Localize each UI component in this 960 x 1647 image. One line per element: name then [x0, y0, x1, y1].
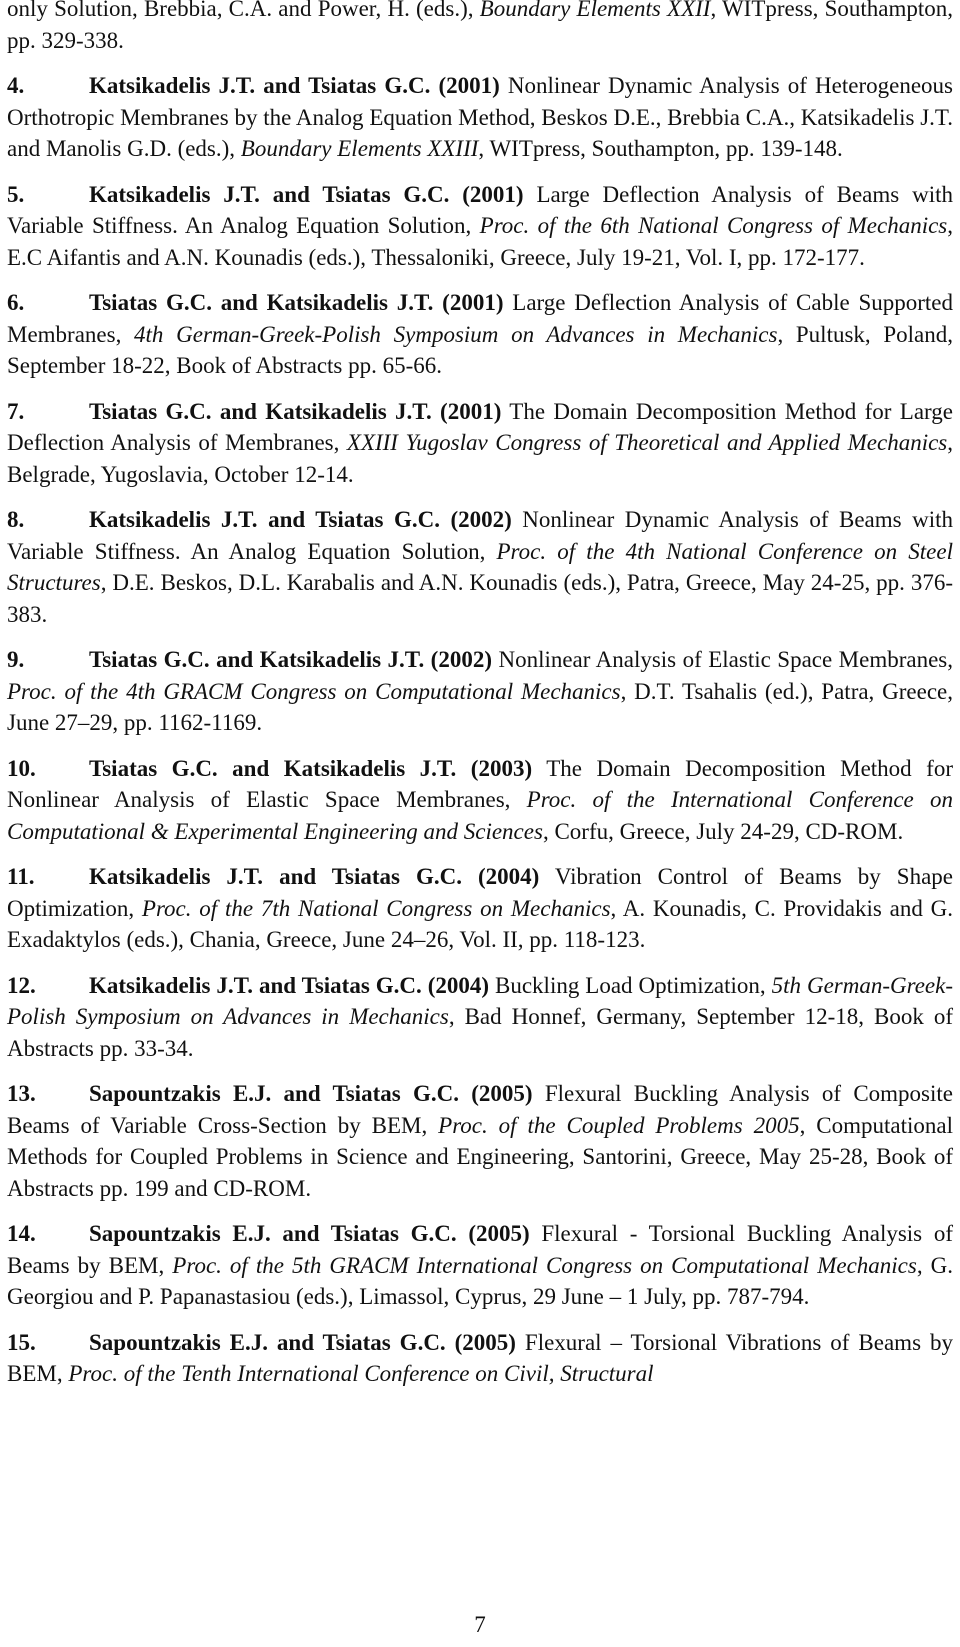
reference-text: Vibration Control of Beams by Shape Optimization, [7, 864, 953, 921]
reference-number: 11. [7, 864, 35, 889]
reference-number: 9. [7, 647, 25, 672]
reference-text: , WITpress, Southampton, pp. 329-338. [7, 0, 953, 53]
reference-venue: Proc. of the 4th GRACM Congress on Computational Mechanics [7, 678, 621, 704]
reference-authors: Sapountzakis E.J. and Tsiatas G.C. (2005) [89, 1329, 516, 1355]
reference-venue: 4th German-Greek-Polish Symposium on Advances in Mechanics [134, 321, 778, 347]
reference-text: , Corfu, Greece, July 24-29, CD-ROM. [542, 818, 904, 844]
reference-text: , WITpress, Southampton, pp. 139-148. [478, 136, 843, 161]
reference-venue: Proc. of the 4th National Conference on Steel Structures [7, 538, 953, 595]
reference-authors: Tsiatas G.C. and Katsikadelis J.T. (2002) [89, 647, 492, 672]
reference-entry [7, 70, 953, 165]
reference-venue: Proc. of the International Conference on Computational & Experimental Engineering and Sciences [7, 787, 954, 844]
reference-authors: Katsikadelis J.T. and Tsiatas G.C. (2002) [89, 507, 512, 532]
reference-text: , Computational Methods for Coupled Problems in Science and Engineering, Santorini, Greece, May 25-28, Book of Abstracts pp. 199 and CD-ROM. [7, 1112, 954, 1201]
page-number: 7 [474, 1612, 486, 1637]
reference-text: Nonlinear Dynamic Analysis of Beams with Variable Stiffness. An Analog Equation Solution, [7, 507, 954, 564]
reference-entry [7, 1218, 953, 1313]
reference-number: 5. [7, 181, 25, 207]
reference-text: Large Deflection Analysis of Cable Supported Membranes, [7, 290, 953, 347]
reference-text: , Pultusk, Poland, September 18-22, Book of Abstracts pp. 65-66. [7, 321, 953, 378]
reference-text: The Domain Decomposition Method for Nonlinear Analysis of Elastic Space Membranes, [7, 755, 953, 812]
reference-text: Buckling Load Optimization, [489, 972, 772, 998]
reference-number: 4. [7, 73, 25, 98]
reference-text: , G. Georgiou and P. Papanastasiou (eds.), Limassol, Cyprus, 29 June – 1 July, pp. 787-794. [7, 1252, 953, 1309]
reference-text: Large Deflection Analysis of Beams with Variable Stiffness. An Analog Equation Solution, [7, 181, 953, 238]
reference-entry [7, 1327, 953, 1390]
reference-authors: Katsikadelis J.T. and Tsiatas G.C. (2004) [89, 972, 490, 998]
reference-venue: 5th German-Greek-Polish Symposium on Advances in Mechanics [7, 972, 953, 1029]
reference-text: , Belgrade, Yugoslavia, October 12-14. [7, 430, 953, 487]
reference-venue: XXIII Yugoslav Congress of Theoretical and Applied Mechanics [346, 430, 948, 455]
reference-text: Flexural – Torsional Vibrations of Beams by BEM, [7, 1329, 953, 1386]
reference-venue: Boundary Elements XXIII [240, 136, 479, 161]
reference-entry [7, 861, 953, 956]
reference-text: , D.T. Tsahalis (ed.), Patra, Greece, June 27–29, pp. 1162-1169. [7, 678, 953, 735]
reference-authors: Katsikadelis J.T. and Tsiatas G.C. (2001) [89, 73, 500, 98]
reference-text: , Bad Honnef, Germany, September 12-18, Book of Abstracts pp. 33-34. [7, 1004, 954, 1061]
reference-entry [7, 287, 953, 382]
reference-venue: Proc. of the 6th National Congress of Mechanics [479, 213, 948, 238]
reference-authors: Sapountzakis E.J. and Tsiatas G.C. (2005) [89, 1081, 533, 1106]
reference-text: , E.C Aifantis and A.N. Kounadis (eds.), Thessaloniki, Greece, July 19-21, Vol. I, pp. 172-177. [7, 213, 953, 270]
reference-entry [7, 504, 953, 630]
reference-text: Flexural - Torsional Buckling Analysis of Beams by BEM, [7, 1221, 953, 1278]
reference-number: 8. [7, 507, 25, 532]
reference-entry [7, 753, 953, 848]
reference-number: 6. [7, 290, 25, 315]
reference-text: Nonlinear Dynamic Analysis of Heterogeneous Orthotropic Membranes by the Analog Equation Method, Beskos D.E., Brebbia C.A., Katsikadelis J.T. and Manolis G.D. (eds.), [7, 73, 954, 161]
reference-authors: Sapountzakis E.J. and Tsiatas G.C. (2005) [89, 1221, 530, 1246]
reference-number: 10. [7, 755, 36, 781]
reference-text: The Domain Decomposition Method for Large Deflection Analysis of Membranes, [7, 398, 953, 455]
reference-authors: Tsiatas G.C. and Katsikadelis J.T. (2003) [89, 755, 533, 781]
reference-authors: Tsiatas G.C. and Katsikadelis J.T. (2001) [89, 398, 502, 424]
reference-text: , A. Kounadis, C. Providakis and G. Exadaktylos (eds.), Chania, Greece, June 24–26, Vol. II, pp. 118-123. [7, 895, 953, 952]
reference-entry [7, 644, 953, 739]
reference-venue: Proc. of the 5th GRACM International Congress on Computational Mechanics [172, 1252, 917, 1278]
reference-entry [7, 0, 953, 56]
reference-text: , D.E. Beskos, D.L. Karabalis and A.N. Kounadis (eds.), Patra, Greece, May 24-25, pp. 376-383. [7, 570, 953, 627]
reference-entry [7, 179, 953, 274]
reference-list [7, 0, 953, 1404]
reference-text: only Solution, Brebbia, C.A. and Power, H. (eds.), [7, 0, 480, 21]
reference-venue: Boundary Elements XXII [479, 0, 711, 21]
reference-venue: Proc. of the Coupled Problems 2005 [438, 1112, 800, 1138]
reference-number: 7. [7, 398, 25, 424]
reference-authors: Tsiatas G.C. and Katsikadelis J.T. (2001) [89, 290, 504, 315]
reference-entry [7, 396, 953, 491]
reference-authors: Katsikadelis J.T. and Tsiatas G.C. (2001) [89, 181, 524, 207]
reference-entry [7, 970, 953, 1065]
reference-text: Flexural Buckling Analysis of Composite Beams of Variable Cross-Section by BEM, [7, 1081, 953, 1138]
reference-venue: Proc. of the Tenth International Conference on Civil, Structural [68, 1361, 654, 1386]
reference-number: 12. [7, 972, 36, 998]
reference-number: 14. [7, 1221, 36, 1246]
reference-entry [7, 1078, 953, 1204]
reference-venue: Proc. of the 7th National Congress on Mechanics [141, 895, 611, 921]
reference-number: 15. [7, 1329, 36, 1355]
reference-text: Nonlinear Analysis of Elastic Space Membranes, [491, 647, 953, 672]
reference-authors: Katsikadelis J.T. and Tsiatas G.C. (2004) [89, 864, 540, 889]
reference-number: 13. [7, 1081, 36, 1106]
